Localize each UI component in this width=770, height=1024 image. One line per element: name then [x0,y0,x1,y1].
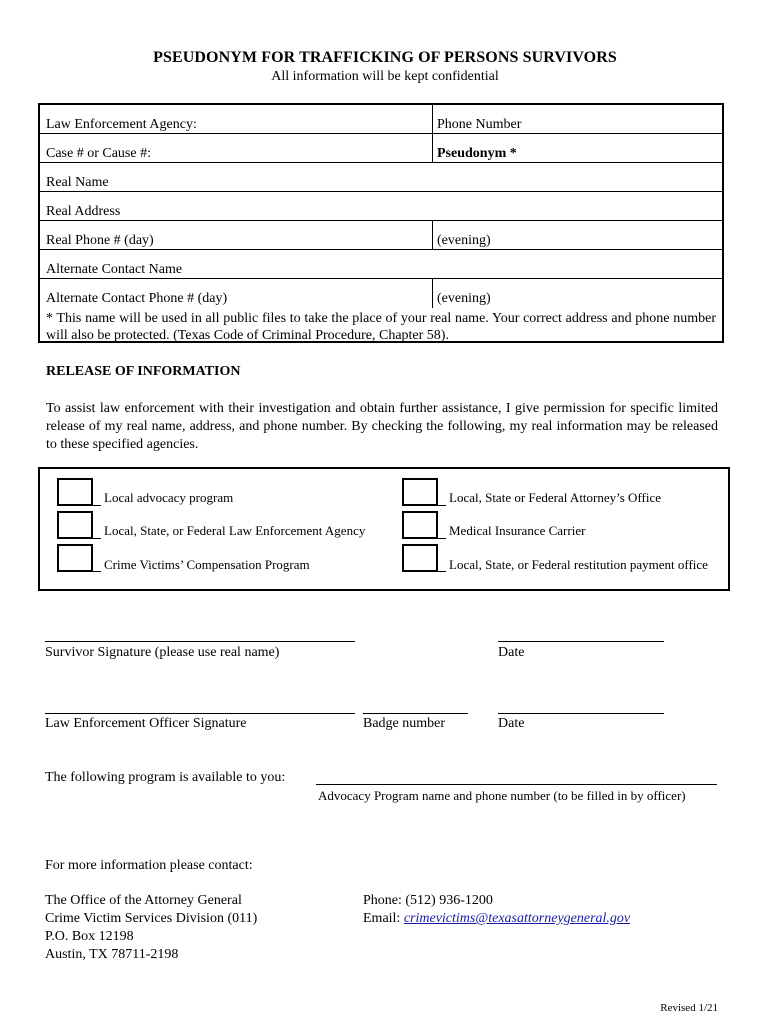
divider-top [432,105,433,163]
revision-date: Revised 1/21 [660,1002,718,1014]
date2-line[interactable] [498,713,664,714]
row-alternate-phone [40,279,722,307]
program-caption: Advocacy Program name and phone number (to be filled in by officer) [318,788,686,803]
email-label: Email: [363,911,404,926]
badge-number-label: Badge number [363,716,446,731]
release-paragraph: To assist law enforcement with their investigation and obtain further assistance, I give permission for specific limited release of my real name, address, and phone number. By checking the following, my real information may be released to these specified agencies. [46,401,718,452]
checkbox-restitution-office[interactable] [402,544,438,572]
checkbox-underline [93,538,101,539]
row-agency [40,105,722,134]
case-number-label: Case # or Cause #: [46,146,151,161]
pseudonym-label: Pseudonym * [437,146,517,161]
checkbox-medical-insurance[interactable] [402,511,438,539]
row-real-phone [40,221,722,250]
alternate-name-label: Alternate Contact Name [46,262,183,277]
real-phone-evening-label: (evening) [437,233,491,248]
checkbox-law-enforcement[interactable] [57,511,93,539]
page-subtitle: All information will be kept confidential [271,69,499,84]
contact-intro: For more information please contact: [45,858,253,873]
officer-signature-line[interactable] [45,713,355,714]
date1-line[interactable] [498,641,664,642]
agency-checkbox-box [38,467,730,591]
contact-phone-email-block [363,892,630,928]
checkbox-underline [93,505,101,506]
real-name-label: Real Name [46,175,109,190]
checkbox-underline [438,538,446,539]
checkbox-crime-victims-comp[interactable] [57,544,93,572]
label-local-advocacy: Local advocacy program [104,490,234,505]
org-line2: Crime Victim Services Division (011) [45,911,258,926]
row-alternate-name [40,250,722,279]
city-line: Austin, TX 78711-2198 [45,947,179,962]
row-real-address [40,192,722,221]
program-line[interactable] [316,784,717,785]
divider-alt-phone [432,279,433,308]
real-address-label: Real Address [46,204,121,219]
label-medical-insurance: Medical Insurance Carrier [449,523,586,538]
checkbox-local-advocacy[interactable] [57,478,93,506]
officer-signature-label: Law Enforcement Officer Signature [45,716,247,731]
badge-number-line[interactable] [363,713,468,714]
survivor-info-table [38,103,724,343]
row-real-name [40,163,722,192]
alternate-phone-evening-label: (evening) [437,291,491,306]
survivor-signature-label: Survivor Signature (please use real name) [45,645,280,660]
label-crime-victims-comp: Crime Victims’ Compensation Program [104,557,310,572]
phone-number-label: Phone Number [437,117,522,132]
row-case [40,134,722,163]
checkbox-underline [438,571,446,572]
checkbox-underline [438,505,446,506]
email-link[interactable]: crimevictims@texasattorneygeneral.gov [403,911,631,926]
pseudonym-note: * This name will be used in all public files to take the place of your real name. Your correct address and phone number will also be protected. (Texas Code of Criminal Procedure, Chapter 58). [46,311,716,343]
alternate-phone-day-label: Alternate Contact Phone # (day) [46,291,228,306]
contact-phone: Phone: (512) 936-1200 [363,893,493,908]
po-box: P.O. Box 12198 [45,929,134,944]
label-law-enforcement: Local, State, or Federal Law Enforcement Agency [104,523,366,538]
page-title: PSEUDONYM FOR TRAFFICKING OF PERSONS SURVIVORS [153,49,617,66]
divider-phone [432,221,433,250]
checkbox-underline [93,571,101,572]
agency-label: Law Enforcement Agency: [46,117,197,132]
program-label: The following program is available to you: [45,770,286,785]
release-heading: RELEASE OF INFORMATION [46,364,241,379]
label-restitution-office: Local, State, or Federal restitution payment office [449,557,708,572]
date1-label: Date [498,645,525,660]
survivor-signature-line[interactable] [45,641,355,642]
org-line1: The Office of the Attorney General [45,893,242,908]
date2-label: Date [498,716,525,731]
label-attorney-office: Local, State or Federal Attorney’s Office [449,490,662,505]
contact-address-block [45,892,257,964]
contact-email-row [363,910,630,928]
real-phone-day-label: Real Phone # (day) [46,233,154,248]
checkbox-attorney-office[interactable] [402,478,438,506]
